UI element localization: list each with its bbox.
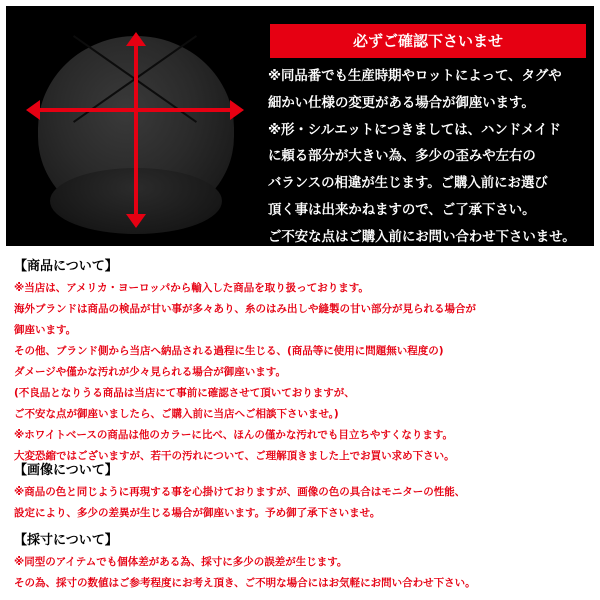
section-line: (不良品となりうる商品は当店にて事前に確認させて頂いておりますが、: [14, 387, 355, 399]
notice-title: 必ずご確認下さいませ: [270, 24, 586, 58]
arrow-left-icon: [26, 100, 40, 120]
section-product: [14, 256, 594, 467]
arrow-up-icon: [126, 32, 146, 46]
horizontal-measure-line: [34, 108, 234, 112]
section-line: ご不安な点が御座いましたら、ご購入前に当店へご相談下さいませ。): [14, 408, 339, 420]
notice-line: 頂く事は出来かねますので、ご了承下さい。: [268, 202, 536, 218]
notice-text: [268, 64, 598, 252]
section-line: ※商品の色と同じように再現する事を心掛けておりますが、画像の色の具合はモニターの性能、: [14, 486, 466, 498]
section-line: ダメージや僅かな汚れが少々見られる場合が御座います。: [14, 366, 286, 378]
section-line: ※当店は、アメリカ・ヨーロッパから輸入した商品を取り扱っております。: [14, 282, 369, 294]
section-heading: 【商品について】: [14, 259, 118, 274]
section-line: 海外ブランドは商品の検品が甘い事が多々あり、糸のはみ出しや縫製の甘い部分が見られる場合が: [14, 303, 476, 315]
section-heading: 【採寸について】: [14, 533, 118, 548]
section-line: その為、採寸の数値はご参考程度にお考え頂き、ご不明な場合にはお気軽にお問い合わせ下さい。: [14, 577, 476, 589]
section-line: 御座います。: [14, 324, 77, 336]
vertical-measure-line: [134, 38, 138, 218]
notice-line: ご不安な点はご購入前にお問い合わせ下さいませ。: [268, 229, 576, 245]
section-heading: 【画像について】: [14, 463, 118, 478]
notice-line: ※形・シルエットにつきましては、ハンドメイド: [268, 122, 561, 138]
section-line: その他、ブランド側から当店へ納品される過程に生じる、(商品等に使用に問題無い程度の): [14, 345, 444, 357]
arrow-right-icon: [230, 100, 244, 120]
section-images: [14, 460, 594, 524]
section-line: ※ホワイトベースの商品は他のカラーに比べ、ほんの僅かな汚れでも目立ちやすくなります。: [14, 429, 454, 441]
product-image: [20, 18, 248, 234]
arrow-down-icon: [126, 214, 146, 228]
section-measurement: [14, 530, 594, 594]
notice-panel: [6, 6, 594, 246]
notice-line: 細かい仕様の変更がある場合が御座います。: [268, 95, 535, 111]
section-line: ※同型のアイテムでも個体差がある為、採寸に多少の誤差が生じます。: [14, 556, 348, 568]
notice-line: ※同品番でも生産時期やロットによって、タグや: [268, 69, 562, 84]
section-line: 大変恐縮ではございますが、若干の汚れについて、ご理解頂きました上でお買い求め下さい。: [14, 450, 455, 462]
section-line: 設定により、多少の差異が生じる場合が御座います。予め御了承下さいませ。: [14, 507, 381, 519]
notice-line: バランスの相違が生じます。ご購入前にお選び: [268, 176, 548, 192]
notice-line: に頼る部分が大きい為、多少の歪みや左右の: [268, 149, 536, 165]
